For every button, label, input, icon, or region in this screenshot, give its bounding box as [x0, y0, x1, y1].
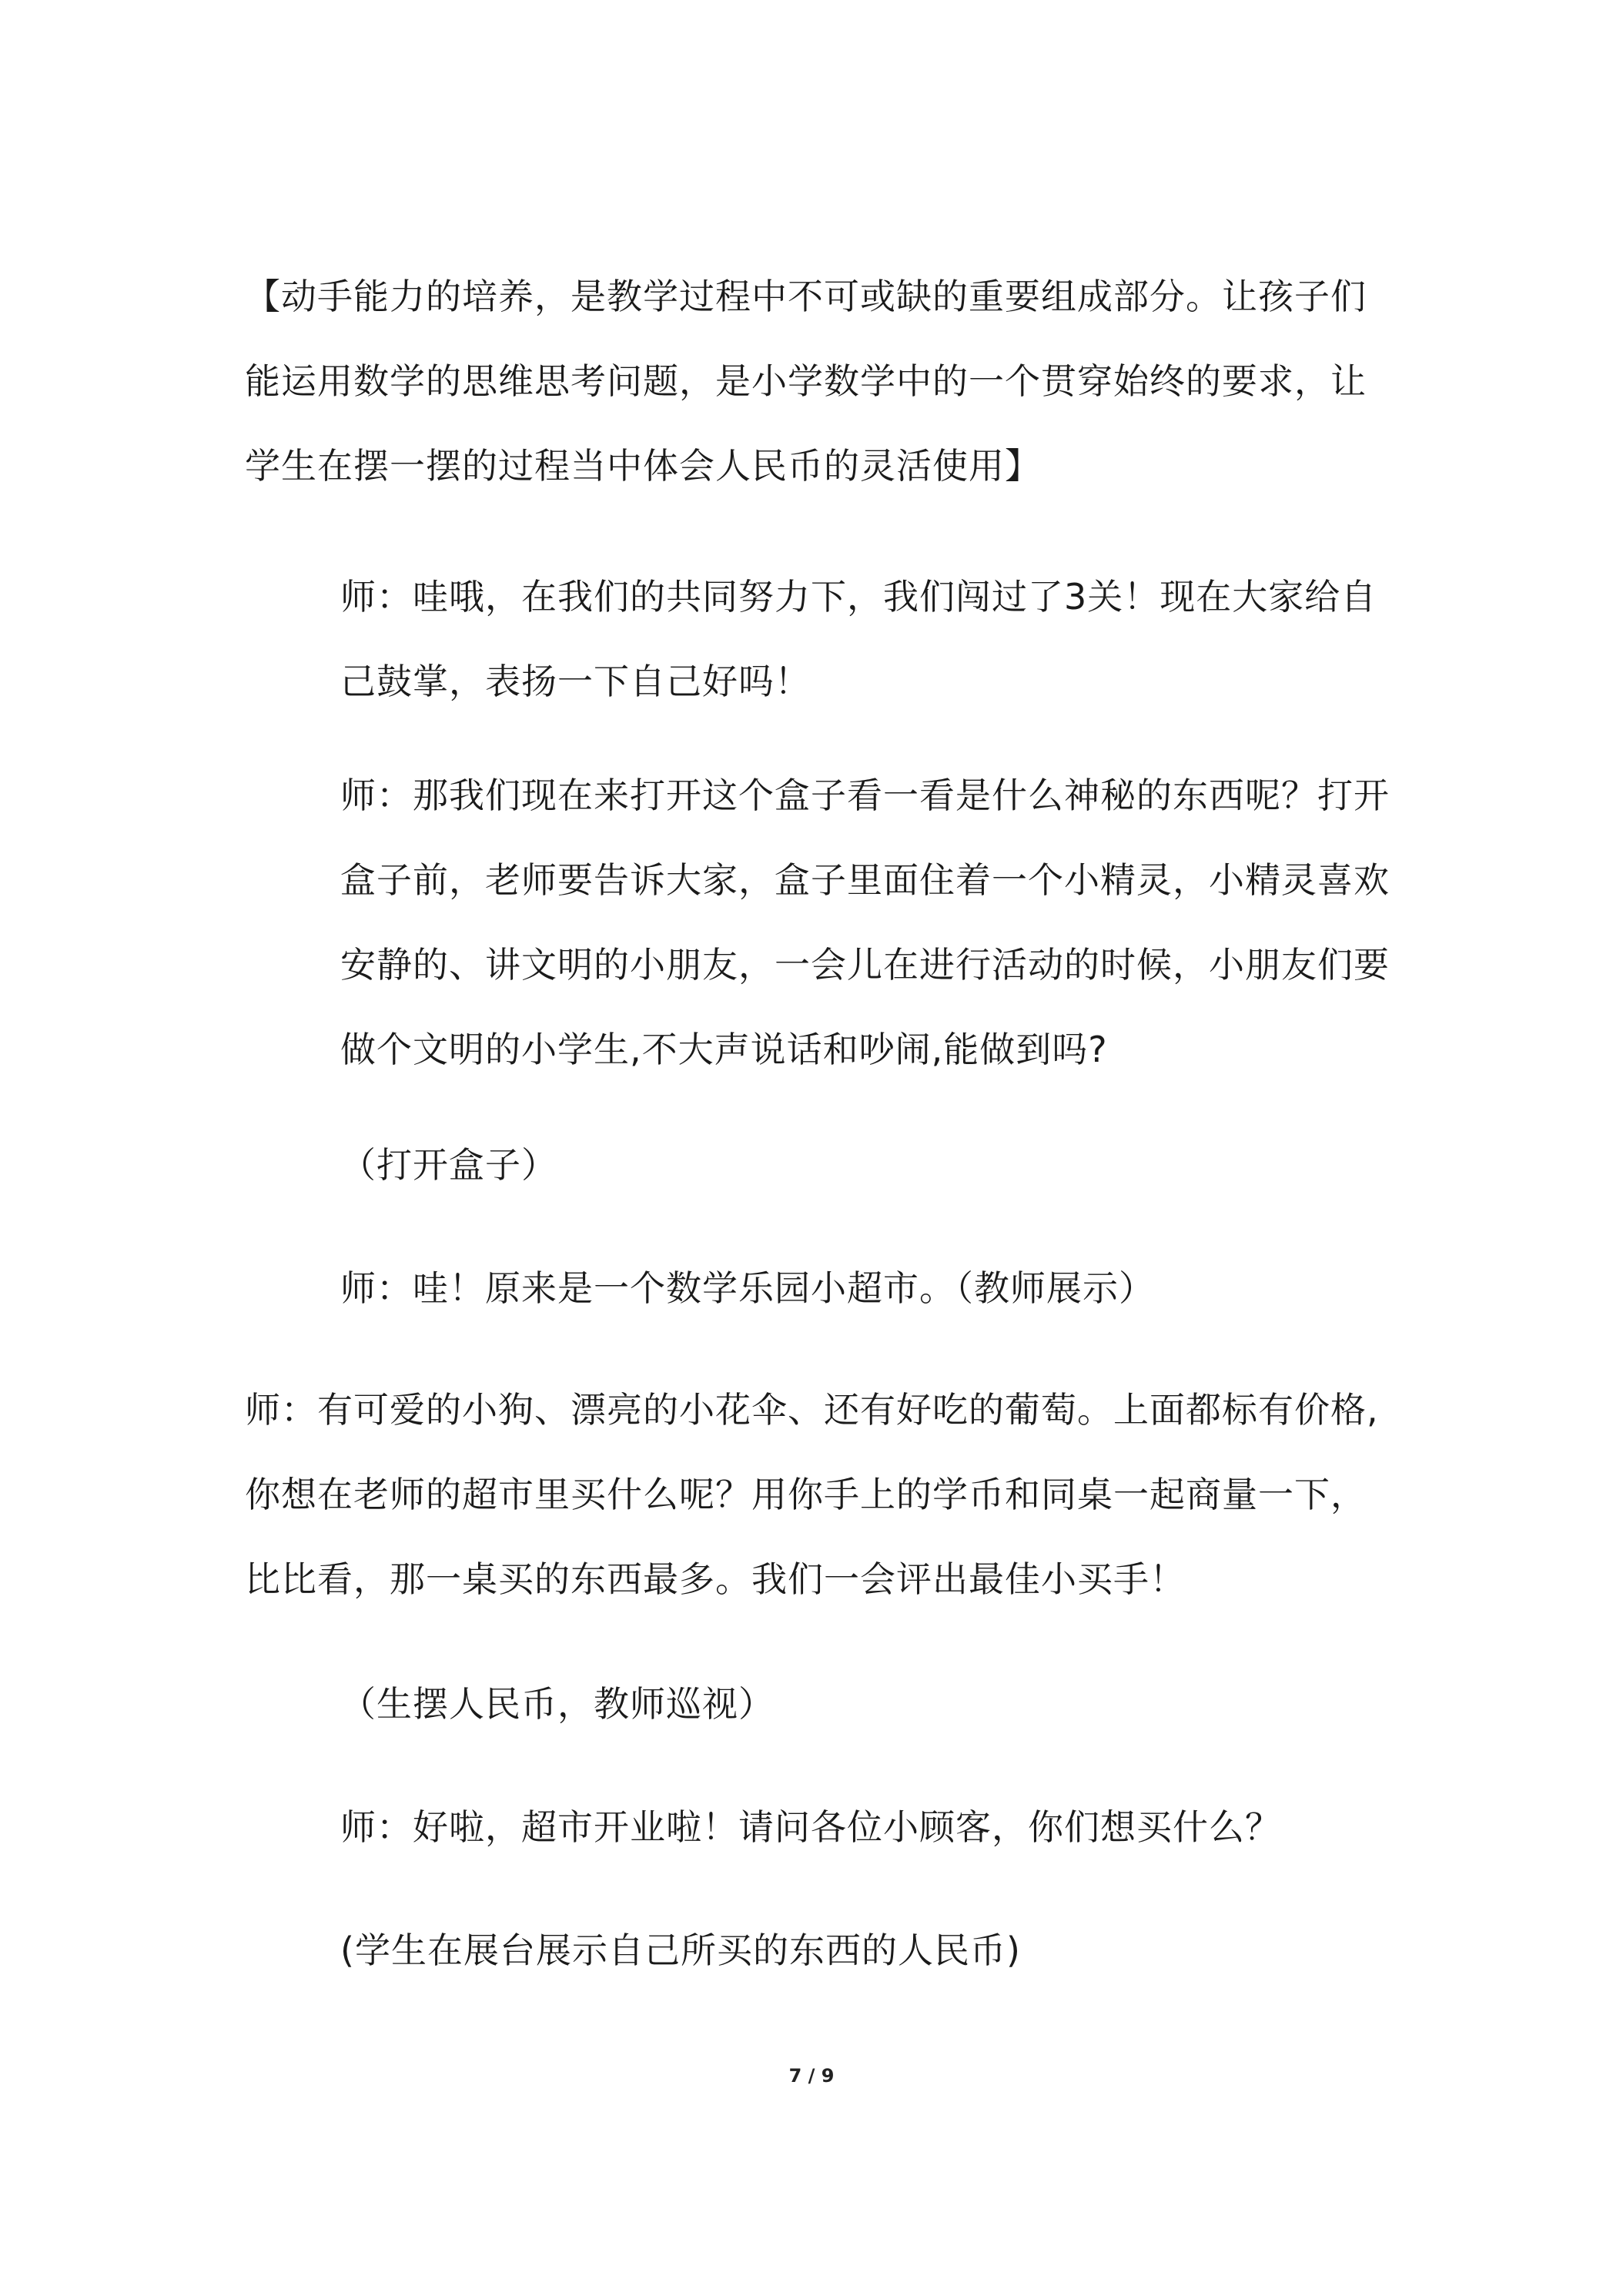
paragraph-teacher-prices: 师：有可爱的小狗、漂亮的小花伞、还有好吃的葡萄。上面都标有价格,你想在老师的超市里买什么呢？用你手上的学币和同桌一起商量一下，比比看，那一桌买的东西最多。我们一会评出最佳小买手！: [245, 1389, 1379, 1600]
paragraph-students-display: (学生在展台展示自己所买的东西的人民币): [340, 1930, 1021, 1971]
paragraph-teacher-praise: 师：哇哦，在我们的共同努力下，我们闯过了3关！现在大家给自己鼓掌，表扬一下自己好吗！: [340, 576, 1377, 702]
page-number: 7 / 9: [788, 2065, 835, 2087]
paragraph-students-arrange: （生摆人民币，教师巡视）: [340, 1683, 775, 1725]
paragraph-open-box: （打开盒子）: [340, 1144, 557, 1186]
paragraph-teacher-open: 师：好啦，超市开业啦！请问各位小顾客，你们想买什么？: [340, 1806, 1281, 1848]
paragraph-teacher-supermarket: 师：哇！原来是一个数学乐园小超市。（教师展示）: [340, 1267, 1155, 1309]
paragraph-intro-note: 【动手能力的培养，是教学过程中不可或缺的重要组成部分。让孩子们能运用数学的思维思考问题，是小学数学中的一个贯穿始终的要求，让学生在摆一摆的过程当中体会人民币的灵活使用】: [245, 276, 1367, 487]
paragraph-teacher-box: 师：那我们现在来打开这个盒子看一看是什么神秘的东西呢？打开盒子前，老师要告诉大家，盒子里面住着一个小精灵，小精灵喜欢安静的、讲文明的小朋友，一会儿在进行活动的时候，小朋友们要做个文明的小学生,不大声说话和吵闹,能做到吗?: [340, 775, 1390, 1070]
